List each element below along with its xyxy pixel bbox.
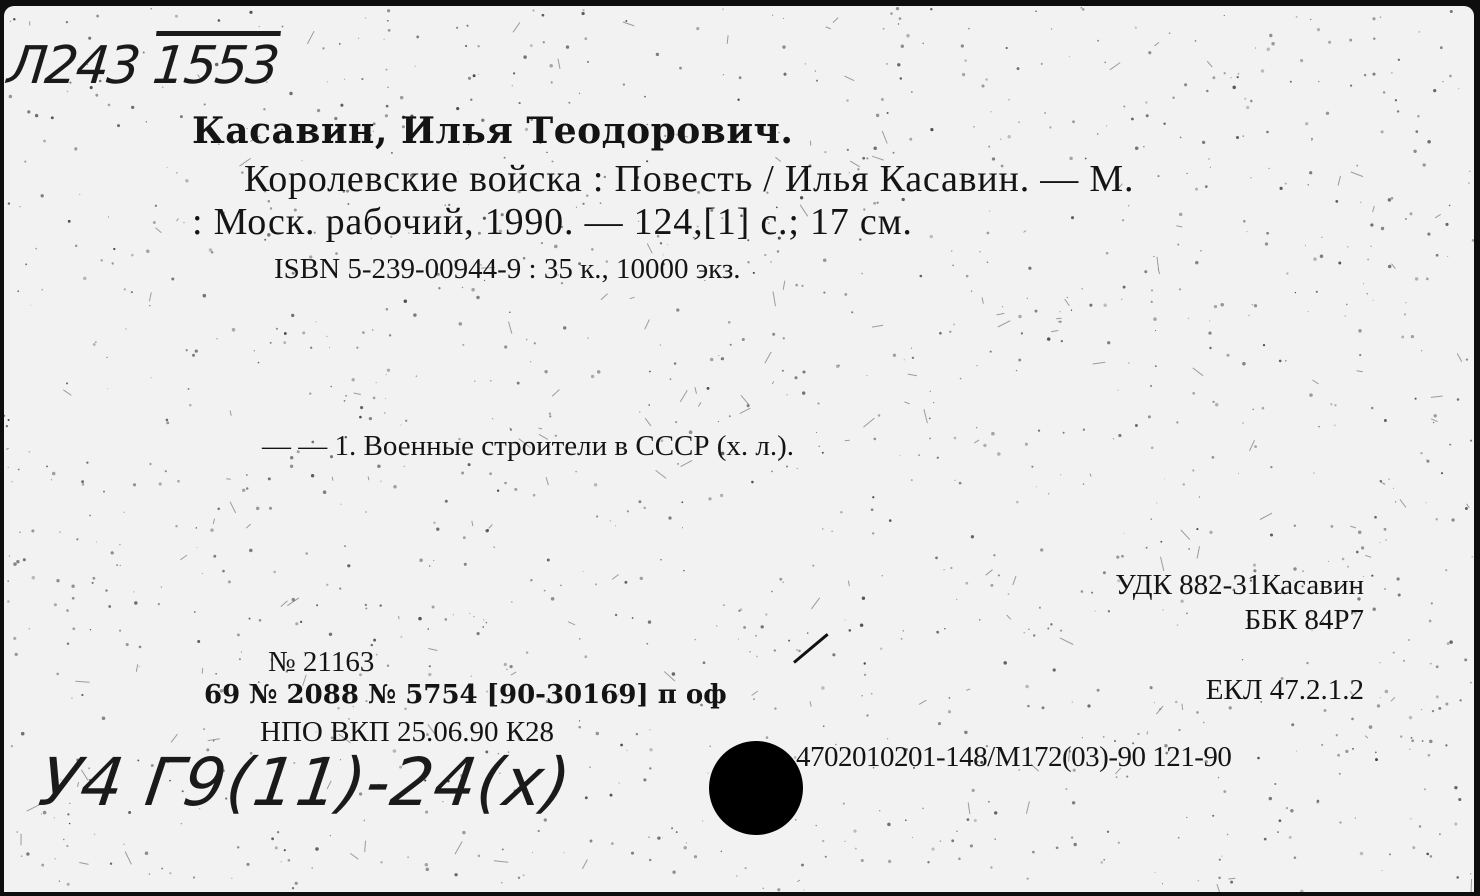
bbk-classification: ББК 84Р7 [1244, 604, 1364, 636]
ekl-classification: ЕКЛ 47.2.1.2 [1205, 674, 1364, 706]
catalog-card [4, 6, 1474, 892]
print-order-numbers: 69 № 2088 № 5754 [90-30169] п оф [204, 680, 727, 710]
title-statement-line-2: : Моск. рабочий, 1990. — 124,[1] с.; 17 см. [192, 201, 913, 243]
isbn-line: ISBN 5-239-00944-9 : 35 к., 10000 экз. [274, 253, 741, 285]
title-statement-line-1: Королевские войска : Повесть / Илья Касавин. — М. [244, 158, 1135, 200]
punch-hole [709, 741, 803, 835]
subject-heading: — — 1. Военные строители в СССР (х. л.). [262, 430, 795, 462]
card-number: № 21163 [268, 646, 375, 678]
publication-code: 4702010201-148/М172(03)-90 121-90 [796, 741, 1232, 773]
handwritten-shelf-letters: Л243 [4, 36, 142, 96]
printer-date-line: НПО ВКП 25.06.90 К28 [260, 716, 555, 748]
udk-classification: УДК 882-31Касавин [1115, 569, 1364, 601]
handwritten-shelf-number: 1553 [149, 36, 281, 96]
handwritten-classification: У4 Г9(11)-24(х) [34, 744, 577, 821]
author-heading: Касавин, Илья Теодорович. [192, 110, 794, 152]
handwritten-shelf-mark [5, 36, 281, 96]
